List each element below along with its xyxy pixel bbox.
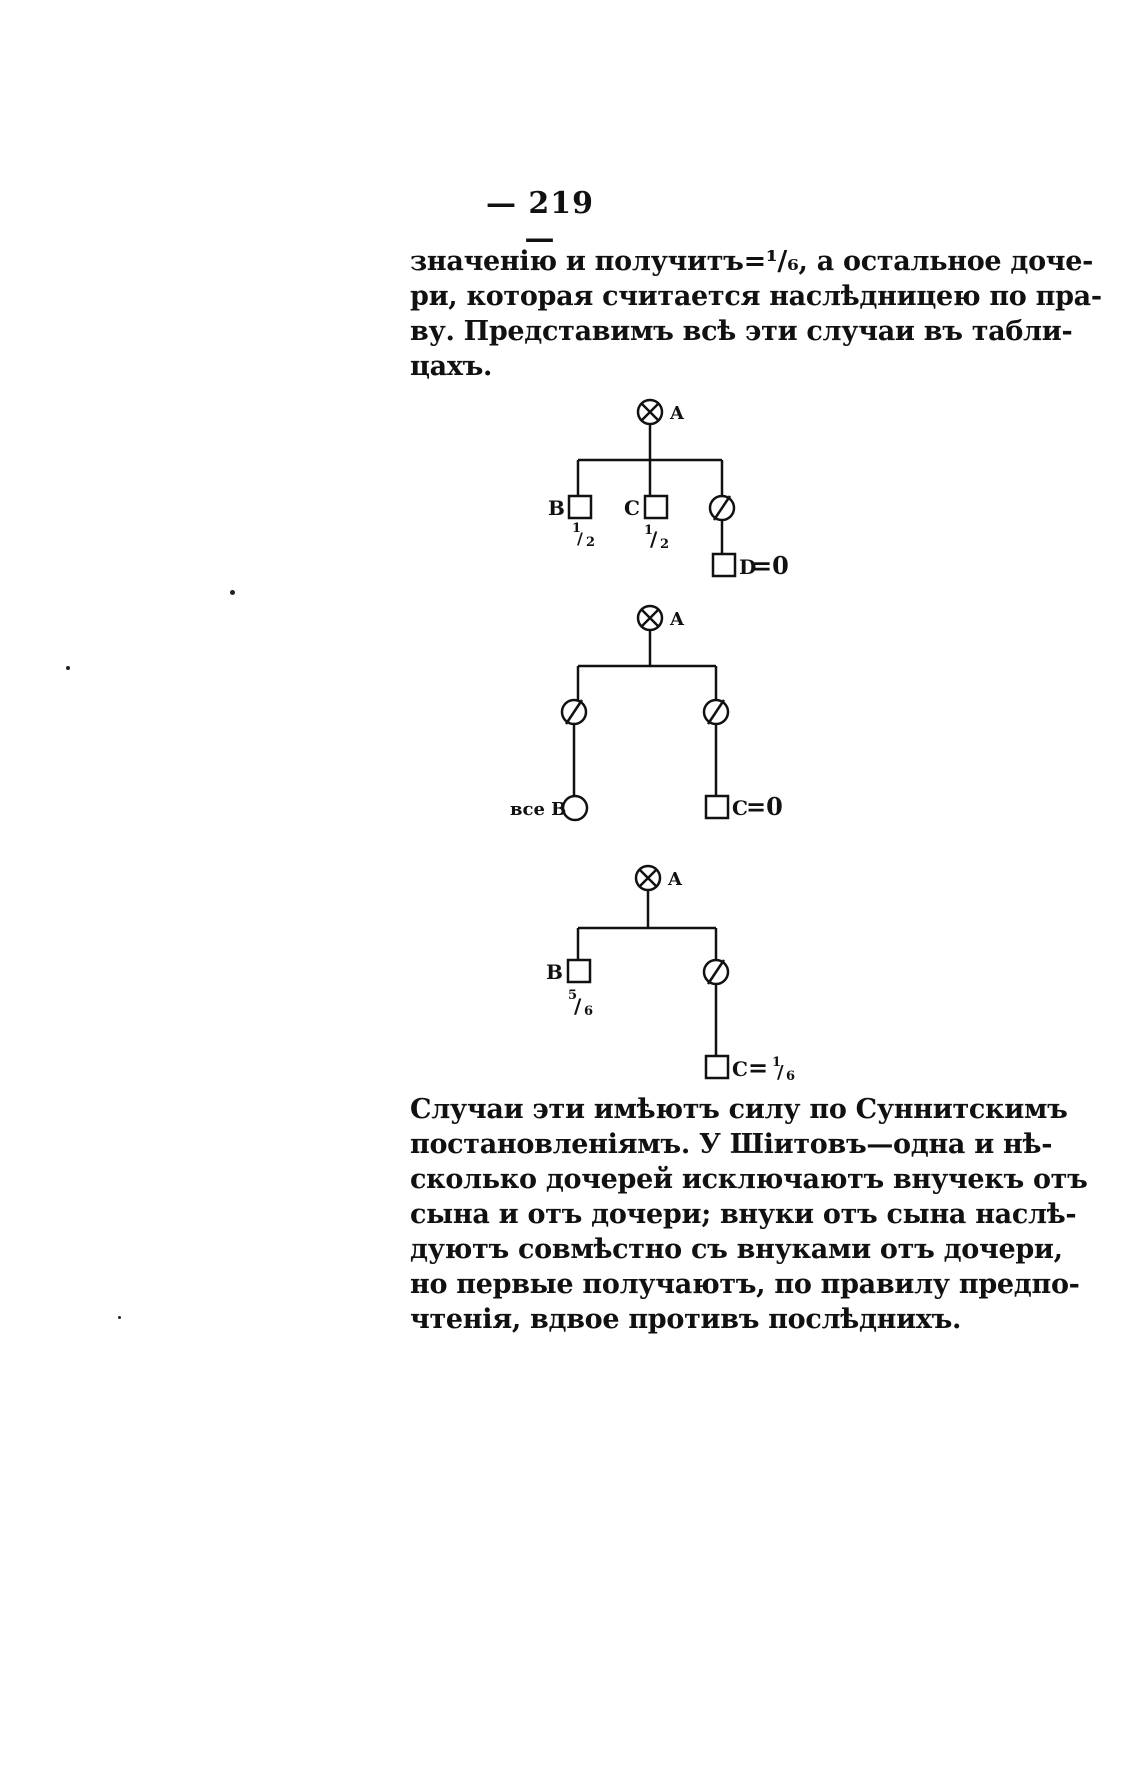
intro-paragraph — [410, 244, 1102, 384]
right-descendant-share: =0 — [746, 792, 783, 821]
share-numerator: 1 — [572, 521, 582, 536]
heir-label: B — [546, 960, 563, 984]
left-descendant-label: все B — [510, 799, 567, 820]
share-denominator: 6 — [584, 1004, 594, 1019]
text-line: постановленіямъ. У Шіитовъ—одна и нѣ- — [410, 1129, 1053, 1160]
share-denominator: 6 — [786, 1069, 796, 1084]
share-slash: / — [650, 527, 658, 551]
inheritance-diagram-2 — [0, 600, 1140, 824]
grandchild-share: =0 — [752, 551, 789, 580]
deceased-label: A — [670, 403, 684, 424]
text-line: ву. Представимъ всѣ эти случаи въ табли- — [410, 316, 1073, 347]
deceased-label: A — [670, 609, 684, 630]
heir-label: C — [624, 496, 640, 520]
share-denominator: 2 — [660, 537, 670, 552]
grandchild-share: = — [748, 1053, 769, 1082]
share-slash: / — [577, 529, 583, 548]
text-line: дуютъ совмѣстно съ внуками отъ дочери, — [410, 1234, 1063, 1265]
text-line: Случаи эти имѣютъ силу по Суннитскимъ — [410, 1094, 1068, 1125]
share-numerator: 5 — [568, 988, 578, 1003]
share-slash: / — [777, 1062, 784, 1083]
share-numerator: 1 — [772, 1055, 782, 1070]
scan-speck — [118, 1316, 121, 1319]
text-line: но первые получаютъ, по правилу предпо- — [410, 1269, 1080, 1300]
closing-paragraph — [410, 1092, 1088, 1337]
text-line: сколько дочерей исключаютъ внучекъ отъ — [410, 1164, 1088, 1195]
heir-label: B — [548, 496, 565, 520]
text-line: сына и отъ дочери; внуки отъ сына наслѣ- — [410, 1199, 1077, 1230]
text-line: значенію и получитъ=¹/₆, а остальное доче- — [410, 246, 1094, 277]
share-numerator: 1 — [644, 523, 654, 538]
grandchild-label: C — [732, 1057, 748, 1081]
grandchild-label: D — [739, 555, 757, 579]
text-line: чтенія, вдвое противъ послѣднихъ. — [410, 1304, 962, 1335]
share-slash: / — [574, 994, 582, 1018]
grandson-square — [706, 796, 728, 818]
inheritance-diagram-1 — [0, 396, 1140, 588]
page-number: — 219 — — [485, 186, 595, 256]
grandchild-d-square — [713, 554, 735, 576]
text-line: цахъ. — [410, 351, 493, 382]
heir-c-square — [645, 496, 667, 518]
share-denominator: 2 — [586, 535, 596, 550]
right-descendant-label: C — [732, 796, 748, 820]
inheritance-diagram-3 — [0, 860, 1140, 1088]
deceased-label: A — [668, 869, 682, 890]
grandchild-c-square — [706, 1056, 728, 1078]
heir-b-square — [569, 496, 591, 518]
granddaughters-circle — [563, 796, 587, 820]
scan-speck — [66, 666, 70, 670]
scan-speck — [230, 590, 235, 595]
text-line: ри, которая считается наслѣдницею по пра- — [410, 281, 1102, 312]
heir-b-square — [568, 960, 590, 982]
